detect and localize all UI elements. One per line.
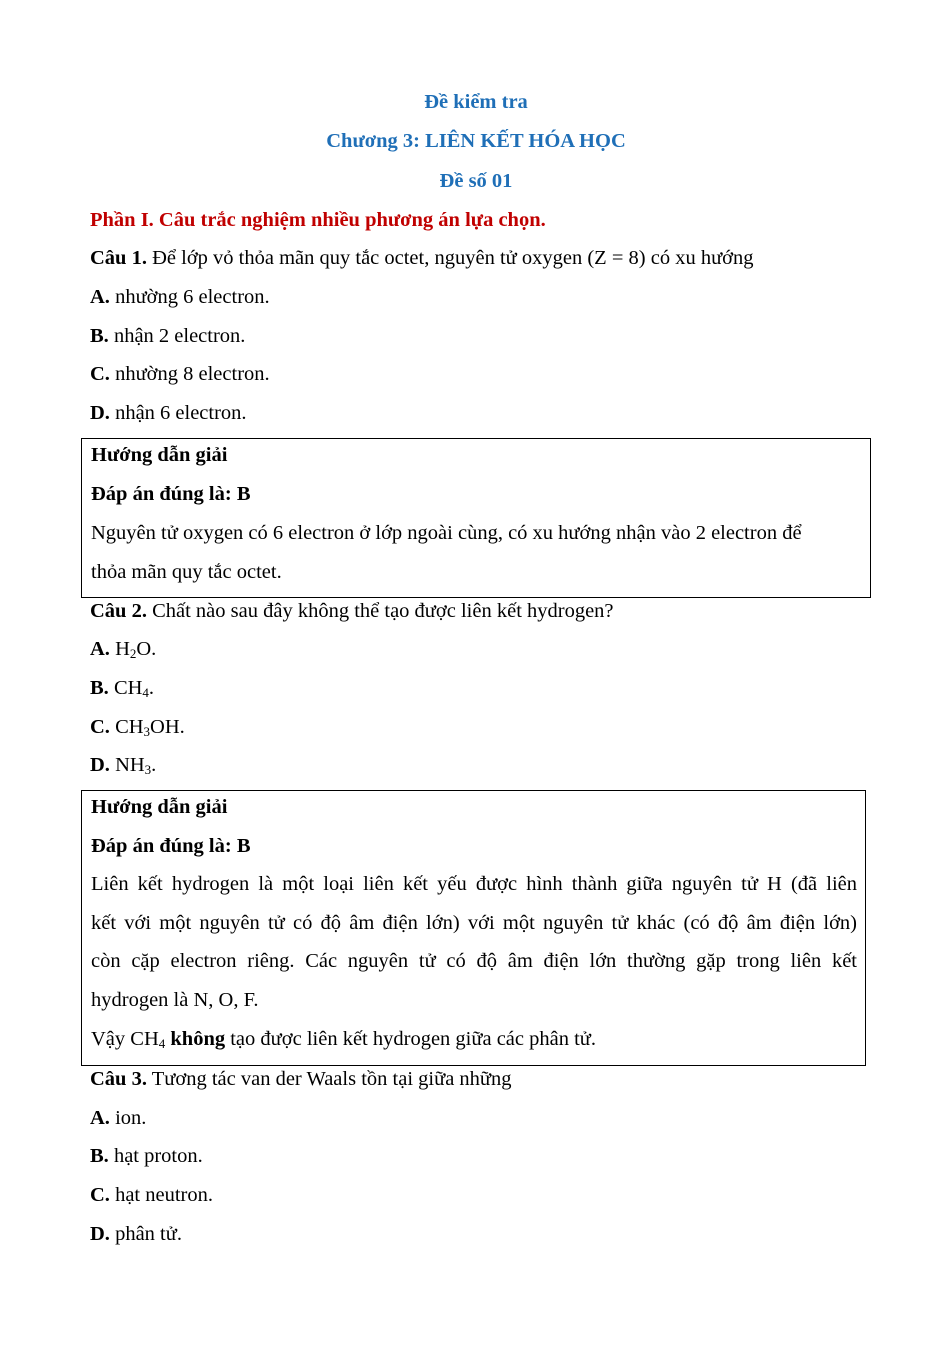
q1-option-a — [90, 285, 270, 309]
q3-option-c — [90, 1183, 213, 1207]
q1-option-c — [90, 362, 270, 386]
question-text: Chất nào sau đây không thể tạo được liên kết hydrogen? — [146, 600, 614, 622]
question-text: Để lớp vỏ thỏa mãn quy tắc octet, nguyên tử oxygen (Z = 8) có xu hướng — [146, 247, 754, 269]
q3-option-a — [90, 1106, 146, 1130]
option-text: nhận 2 electron. — [108, 325, 246, 347]
q2-option-a — [90, 637, 156, 661]
conclusion-part: tạo được liên kết hydrogen giữa các phân tử. — [225, 1028, 597, 1050]
chapter-title: Chương 3: LIÊN KẾT HÓA HỌC — [326, 130, 626, 152]
option-letter: B. — [90, 677, 109, 699]
option-letter: A. — [90, 638, 110, 660]
question-label: Câu 3. — [90, 1068, 147, 1090]
option-text: hạt proton. — [108, 1145, 203, 1167]
solution-text-line: hydrogen là N, O, F. — [91, 989, 259, 1011]
q1-solution-box — [81, 438, 871, 598]
formula-part: . — [148, 677, 155, 699]
formula-subscript: 4 — [142, 685, 149, 700]
solution-heading: Hướng dẫn giải — [91, 444, 228, 466]
option-text: nhận 6 electron. — [109, 402, 247, 424]
formula-subscript: 3 — [144, 762, 152, 777]
q3-option-b — [90, 1144, 203, 1168]
option-letter: B. — [90, 325, 109, 347]
solution-answer: Đáp án đúng là: B — [91, 835, 251, 857]
exam-title: Đề kiểm tra — [424, 91, 528, 113]
q1-option-b — [90, 324, 245, 348]
formula-subscript: 2 — [129, 646, 137, 661]
question-3 — [90, 1067, 512, 1091]
solution-conclusion — [91, 1027, 596, 1051]
question-text: Tương tác van der Waals tồn tại giữa những — [146, 1068, 512, 1090]
exam-number: Đề số 01 — [439, 170, 513, 192]
solution-text-line: thỏa mãn quy tắc octet. — [91, 561, 282, 583]
solution-text-line: Liên kết hydrogen là một loại liên kết yếu được hình thành giữa nguyên tử H (đã liên — [91, 873, 857, 895]
option-letter: D. — [90, 402, 110, 424]
option-letter: C. — [90, 716, 110, 738]
q2-solution-box — [81, 790, 866, 1066]
option-letter: A. — [90, 286, 110, 308]
option-letter: C. — [90, 1184, 110, 1206]
section-title: Phần I. Câu trắc nghiệm nhiều phương án lựa chọn. — [90, 209, 546, 231]
q1-option-d — [90, 401, 247, 425]
formula-subscript: 4 — [158, 1036, 166, 1051]
formula-part: . — [151, 754, 157, 776]
formula-part: O. — [136, 638, 157, 660]
solution-text-line: kết với một nguyên tử có độ âm điện lớn) với một nguyên tử khác (có độ âm điện lớn) — [91, 912, 857, 934]
formula-subscript: 3 — [143, 724, 151, 739]
question-1 — [90, 246, 754, 270]
solution-heading: Hướng dẫn giải — [91, 796, 228, 818]
q2-option-b — [90, 676, 154, 700]
option-text: nhường 8 electron. — [109, 363, 270, 385]
solution-text-line: Nguyên tử oxygen có 6 electron ở lớp ngoài cùng, có xu hướng nhận vào 2 electron để — [91, 522, 802, 544]
option-text: ion. — [109, 1107, 147, 1129]
solution-answer: Đáp án đúng là: B — [91, 483, 251, 505]
conclusion-emphasis: không — [165, 1028, 226, 1050]
solution-text-line: còn cặp electron riêng. Các nguyên tử có độ âm điện lớn thường gặp trong liên kết — [91, 950, 857, 972]
option-letter: D. — [90, 754, 110, 776]
formula-part: CH — [108, 677, 143, 699]
formula-part: H — [109, 638, 130, 660]
q3-option-d — [90, 1222, 182, 1246]
option-text: nhường 6 electron. — [109, 286, 270, 308]
question-2 — [90, 599, 614, 623]
formula-part: NH — [109, 754, 145, 776]
conclusion-part: Vậy CH — [91, 1028, 159, 1050]
formula-part: CH — [109, 716, 144, 738]
question-label: Câu 1. — [90, 247, 147, 269]
option-text: phân tử. — [109, 1223, 182, 1245]
option-text: hạt neutron. — [109, 1184, 213, 1206]
option-letter: A. — [90, 1107, 110, 1129]
q2-option-c — [90, 715, 185, 739]
formula-part: OH. — [150, 716, 185, 738]
option-letter: B. — [90, 1145, 109, 1167]
option-letter: C. — [90, 363, 110, 385]
question-label: Câu 2. — [90, 600, 147, 622]
option-letter: D. — [90, 1223, 110, 1245]
q2-option-d — [90, 753, 156, 777]
